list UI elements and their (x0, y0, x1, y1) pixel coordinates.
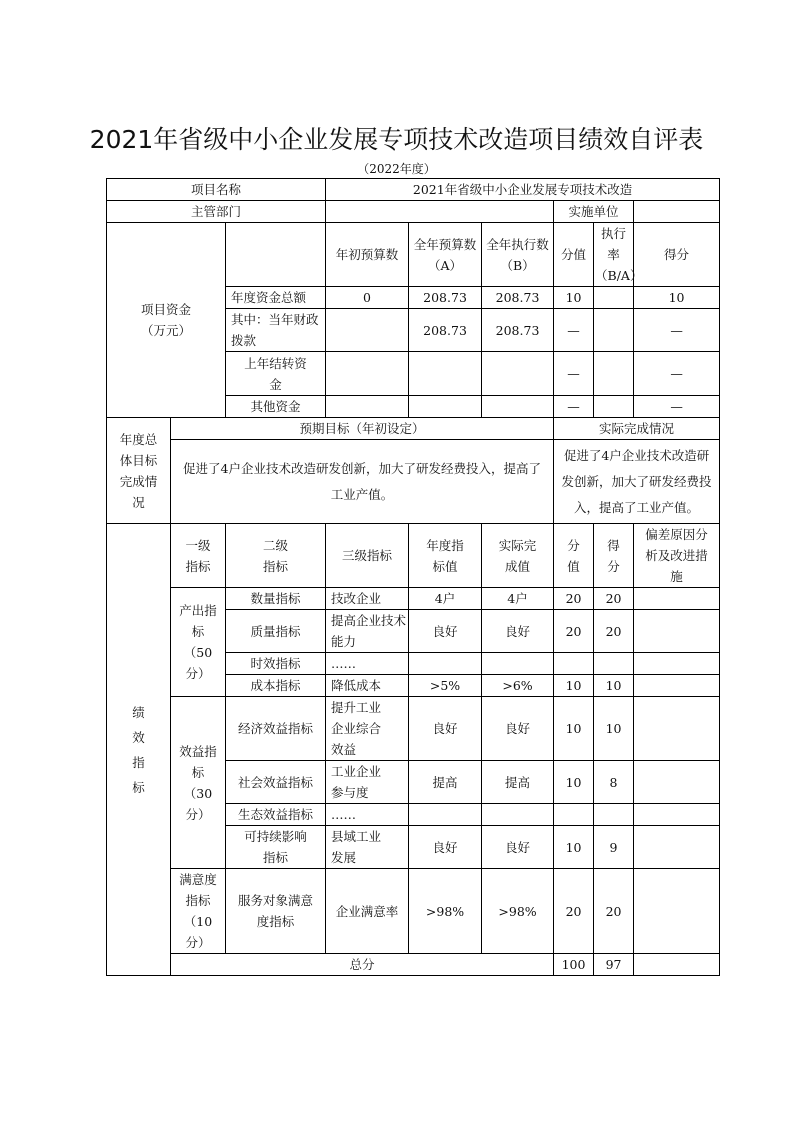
perf-cell: 20 (554, 588, 594, 610)
perf-cell: 质量指标 (226, 610, 326, 653)
funds-cell (594, 309, 634, 352)
funds-cell: 10 (634, 287, 720, 309)
evaluation-table (106, 178, 720, 976)
funds-unit-text: （万元） (140, 323, 191, 338)
perf-cell: 社会效益指标 (226, 761, 326, 804)
perf-cell: 4户 (482, 588, 554, 610)
perf-cell: …… (326, 804, 409, 826)
perf-cell (634, 826, 720, 869)
perf-cell (594, 653, 634, 675)
page-title: 2021年省级中小企业发展专项技术改造项目绩效自评表 (89, 125, 704, 154)
perf-cell (594, 804, 634, 826)
perf-cell (634, 675, 720, 697)
benefit-label: 效益指标（30分） (171, 697, 226, 869)
funds-cell: — (554, 396, 594, 418)
funds-header-row (107, 223, 720, 287)
funds-cell: 208.73 (409, 309, 482, 352)
funds-cell (326, 396, 409, 418)
funds-cell (594, 396, 634, 418)
perf-cell: 提高企业技术能力 (326, 610, 409, 653)
perf-cell (634, 869, 720, 954)
funds-cell: — (634, 396, 720, 418)
perf-label (107, 524, 171, 976)
project-name-label: 项目名称 (107, 179, 326, 201)
perf-cell: 提升工业企业综合效益 (326, 697, 409, 761)
project-name-row (107, 179, 720, 201)
perf-header-target: 年度指标值 (409, 524, 482, 588)
perf-cell: 10 (554, 675, 594, 697)
funds-row-label: 其他资金 (226, 396, 326, 418)
funds-row-label: 年度资金总额 (226, 287, 326, 309)
funds-cell (482, 352, 554, 396)
perf-cell: 可持续影响指标 (226, 826, 326, 869)
goals-label: 年度总体目标完成情况 (107, 418, 171, 524)
funds-label-text: 项目资金 (140, 302, 191, 317)
satisfaction-label: 满意度指标（10分） (171, 869, 226, 954)
perf-cell: 时效指标 (226, 653, 326, 675)
funds-header-initial: 年初预算数 (326, 223, 409, 287)
perf-cell: 数量指标 (226, 588, 326, 610)
perf-row (107, 588, 720, 610)
perf-cell: 服务对象满意度指标 (226, 869, 326, 954)
perf-cell: 良好 (409, 697, 482, 761)
dept-value (326, 201, 554, 223)
perf-header-row (107, 524, 720, 588)
project-name-value: 2021年省级中小企业发展专项技术改造 (326, 179, 720, 201)
perf-cell: 企业满意率 (326, 869, 409, 954)
funds-cell (482, 396, 554, 418)
perf-cell: 良好 (482, 826, 554, 869)
perf-cell: 20 (554, 610, 594, 653)
perf-cell: 良好 (482, 610, 554, 653)
perf-cell: >6% (482, 675, 554, 697)
page-subtitle: （2022年度） (357, 162, 436, 176)
funds-cell (409, 352, 482, 396)
perf-header-got: 得分 (594, 524, 634, 588)
funds-header-budget: 全年预算数（A） (409, 223, 482, 287)
perf-cell (554, 804, 594, 826)
funds-row-label: 其中：当年财政拨款 (226, 309, 326, 352)
perf-cell (634, 697, 720, 761)
perf-cell: 经济效益指标 (226, 697, 326, 761)
goals-header-row (107, 418, 720, 440)
total-got: 97 (594, 954, 634, 976)
perf-cell: 10 (554, 697, 594, 761)
perf-cell: >98% (482, 869, 554, 954)
perf-cell: 技改企业 (326, 588, 409, 610)
funds-row-label: 上年结转资金 (226, 352, 326, 396)
perf-cell: 县域工业发展 (326, 826, 409, 869)
funds-cell: 10 (554, 287, 594, 309)
perf-cell: 8 (594, 761, 634, 804)
perf-cell (634, 653, 720, 675)
perf-cell: 20 (554, 869, 594, 954)
funds-cell: — (554, 352, 594, 396)
perf-cell (409, 653, 482, 675)
perf-cell: 20 (594, 588, 634, 610)
perf-header-level2: 二级指标 (226, 524, 326, 588)
perf-row (107, 869, 720, 954)
total-score: 100 (554, 954, 594, 976)
funds-cell (326, 309, 409, 352)
perf-cell (482, 653, 554, 675)
perf-header-note: 偏差原因分析及改进措施 (634, 524, 720, 588)
perf-cell: 10 (594, 697, 634, 761)
total-row (107, 954, 720, 976)
funds-header-exec: 全年执行数（B） (482, 223, 554, 287)
perf-cell (554, 653, 594, 675)
total-note (634, 954, 720, 976)
perf-cell (482, 804, 554, 826)
funds-cell: — (634, 352, 720, 396)
goals-expected-label: 预期目标（年初设定） (171, 418, 554, 440)
unit-label: 实施单位 (554, 201, 634, 223)
perf-cell (634, 588, 720, 610)
funds-cell: — (554, 309, 594, 352)
perf-cell: 9 (594, 826, 634, 869)
perf-cell: >5% (409, 675, 482, 697)
goals-actual-label: 实际完成情况 (554, 418, 720, 440)
funds-cell: 0 (326, 287, 409, 309)
funds-cell (409, 396, 482, 418)
perf-cell: 20 (594, 869, 634, 954)
perf-cell: 降低成本 (326, 675, 409, 697)
funds-cell: 208.73 (409, 287, 482, 309)
funds-header-score: 分值 (554, 223, 594, 287)
perf-header-level3: 三级指标 (326, 524, 409, 588)
perf-cell: 提高 (409, 761, 482, 804)
goals-actual-text: 促进了4户企业技术改造研发创新，加大了研发经费投入，提高了工业产值。 (554, 440, 720, 524)
dept-label: 主管部门 (107, 201, 326, 223)
perf-cell: 4户 (409, 588, 482, 610)
perf-cell: 10 (554, 826, 594, 869)
perf-cell (409, 804, 482, 826)
perf-cell: …… (326, 653, 409, 675)
funds-header-got: 得分 (634, 223, 720, 287)
perf-cell (634, 610, 720, 653)
output-label: 产出指标（50分） (171, 588, 226, 697)
perf-cell: >98% (409, 869, 482, 954)
goals-text-row (107, 440, 720, 524)
perf-cell (634, 761, 720, 804)
perf-cell: 工业企业参与度 (326, 761, 409, 804)
funds-cell: 208.73 (482, 287, 554, 309)
total-label: 总分 (171, 954, 554, 976)
perf-header-actual: 实际完成值 (482, 524, 554, 588)
perf-cell: 10 (554, 761, 594, 804)
perf-row (107, 697, 720, 761)
perf-cell: 良好 (482, 697, 554, 761)
funds-cell (594, 352, 634, 396)
perf-header-level1: 一级指标 (171, 524, 226, 588)
perf-cell (634, 804, 720, 826)
perf-header-score: 分值 (554, 524, 594, 588)
perf-cell: 提高 (482, 761, 554, 804)
funds-header-blank (226, 223, 326, 287)
perf-cell: 良好 (409, 826, 482, 869)
perf-cell: 成本指标 (226, 675, 326, 697)
funds-label (107, 223, 226, 418)
unit-value (634, 201, 720, 223)
funds-cell: — (634, 309, 720, 352)
funds-cell (594, 287, 634, 309)
perf-cell: 良好 (409, 610, 482, 653)
dept-row (107, 201, 720, 223)
perf-label-text: 绩效指标 (132, 704, 145, 795)
funds-cell (326, 352, 409, 396)
perf-cell: 生态效益指标 (226, 804, 326, 826)
perf-cell: 10 (594, 675, 634, 697)
funds-header-rate: 执行率（B/A） (594, 223, 634, 287)
perf-cell: 20 (594, 610, 634, 653)
funds-cell: 208.73 (482, 309, 554, 352)
goals-expected-text: 促进了4户企业技术改造研发创新，加大了研发经费投入，提高了工业产值。 (171, 440, 554, 524)
